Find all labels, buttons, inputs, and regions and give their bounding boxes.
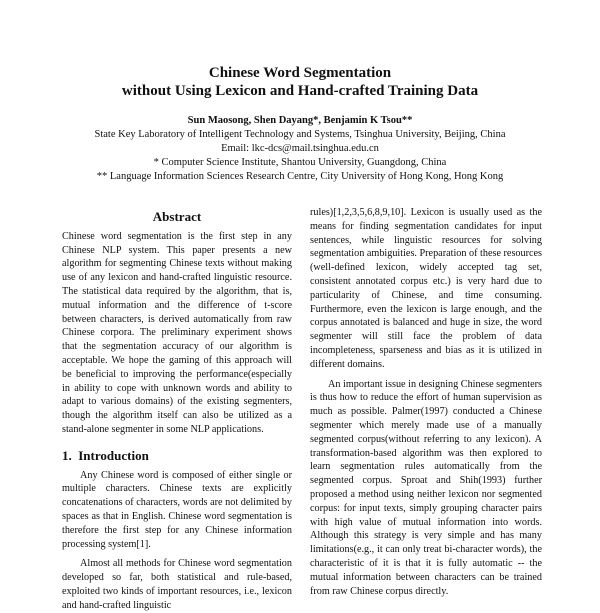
email: Email: lkc-dcs@mail.tsinghua.edu.cn [221, 143, 379, 154]
section-number: 1. [62, 447, 72, 463]
section-heading-introduction [62, 449, 292, 463]
intro-paragraph-1: Any Chinese word is composed of either single or multiple characters. Chinese texts are explicitly concatenations of characters, words are not delimited by spaces as that in English. Chinese word segmentation is therefore the first step for any Chinese information processing system[1]. [62, 469, 292, 550]
body-paragraph-1: rules)[1,2,3,5,6,8,9,10]. Lexicon is usually used as the means for finding segmentation candidates for input sentences, while linguistic resources for solving segmentation ambiguities. Preparation of these resources (well-defined lexicon, widely accepted tag set, consistent annotated corpus etc.) is very hard due to particularity of Chinese, and time consuming. Furthermore, even the lexicon is large enough, and the corpus annotated is balanced and huge in size, the word segmenter will still face the problem of data incompleteness, sparseness and bias as it is utilized in different domains. [310, 207, 542, 370]
body-paragraph-2: An important issue in designing Chinese segmenters is thus how to reduce the effort of human supervision as much as possible. Palmer(1997) conducted a Chinese segmenter which merely made use of a manually segmented corpus(without referring to any lexicon). A transformation-based algorithm was then explored to learn segmentation rules automatically from the segmented corpus. Sproat and Shih(1993) further proposed a method using neither lexicon nor segmented corpus: for input texts, simply grouping character pairs with high value of mutual information into words. Although this strategy is very simple and has many limitations(e.g., it can only treat bi-character words), the characteristic of it is that it is fully automatic -- the mutual information between characters can be trained from raw Chinese corpus directly. [310, 378, 542, 597]
affiliation-primary: State Key Laboratory of Intelligent Technology and Systems, Tsinghua University, Beijing, China [94, 129, 506, 140]
right-column [310, 206, 542, 598]
left-column [62, 210, 292, 613]
abstract-text: Chinese word segmentation is the first step in any Chinese NLP system. This paper presents a new algorithm for segmenting Chinese texts without making use of any lexicon and hand-crafted linguistic resource. The statistical data required by the algorithm, that is, mutual information and the difference of t-score between characters, is derived automatically from raw Chinese corpora. The preliminary experiment shows that the segmentation accuracy of our algorithm is acceptable. We hope the gaming of this approach will be beneficial to improving the performance(especially in ability to cope with unknown words and ability to adapt to various domains) of the existing segmenters, though the algorithm itself can also be utilized as a stand-alone segmenter in some NLP applications. [62, 230, 292, 435]
paper-title-line-1: Chinese Word Segmentation [208, 65, 392, 81]
intro-paragraph-2: Almost all methods for Chinese word segmentation developed so far, both statistical and rule-based, exploited two kinds of important resources, i.e., lexicon and hand-crafted linguistic [62, 558, 292, 611]
affiliation-secondary: * Computer Science Institute, Shantou University, Guangdong, China [153, 157, 447, 168]
abstract-heading: Abstract [152, 209, 202, 224]
paper-title-line-2: without Using Lexicon and Hand-crafted Training Data [121, 83, 479, 99]
authors: Sun Maosong, Shen Dayang*, Benjamin K Tsou** [187, 115, 413, 126]
affiliation-tertiary: ** Language Information Sciences Research Centre, City University of Hong Kong, Hong Kong [96, 171, 504, 182]
section-title: Introduction [78, 447, 149, 463]
